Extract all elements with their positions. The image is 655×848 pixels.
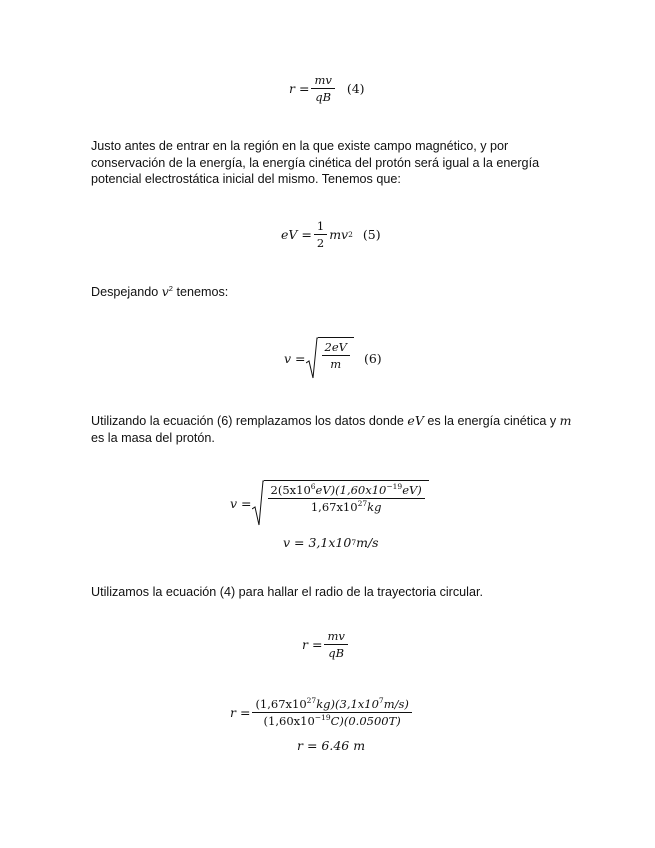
eq-vsub-num-a-unit: eV)(1,60x10 [315,483,387,497]
eq-rsub-den-exp: −19 [314,713,331,723]
eq-rsub-lhs: r = [230,705,251,720]
paragraph-solving [91,284,581,301]
eq-vsub-sqrt [252,480,429,526]
p3-var2: m [559,413,572,428]
eq-vsub-denominator [308,499,385,514]
eq6-numerator: 2eV [322,340,350,356]
eq-vsub-sqrt-body [264,480,429,526]
eq4-numerator: mv [311,73,334,89]
p3-b: es la energía cinética y [423,414,560,428]
equation-velocity-result: v = 3,1x10 7 m/s [283,535,379,550]
paragraph-energy-conservation: Justo antes de entrar en la región en la que existe campo magnético, y por conservación de la energía, la energía cinética del protón será igual a la energía potencial electrostática inicial del mismo. Tenemos que: [91,139,540,186]
eq-vsub-den-a: 1,67x10 [310,500,358,514]
equation-radius-result [297,738,365,753]
eq6-sqrt [306,337,354,379]
eq-vsub-den-unit: kg [367,500,382,514]
eq4-lhs: r = [289,81,310,96]
eq6-sqrt-body [318,337,354,379]
eq5-denominator: 2 [316,236,325,250]
p3-c: es la masa del protón. [91,430,215,445]
eq5-numerator: 1 [314,219,327,235]
eq-rsub-fraction [252,697,411,728]
eq6-denominator: m [330,357,342,371]
equation-radius-formula [302,629,350,660]
eq-vsub-fraction [268,483,425,526]
eq5-rest: mv [329,227,349,242]
eq-r-denominator: qB [328,646,345,660]
eq6-fraction [322,340,350,379]
equation-radius-substitution [230,697,414,728]
eq-rsub-den-a: (1,60x10 [263,714,315,728]
p3-a: Utilizando la ecuación (6) remplazamos los datos donde [91,414,408,428]
eq-rsub-denominator [261,713,404,728]
eq-rsub-num-a-unit: kg)(3,1x10 [316,697,379,711]
equation-velocity-substitution [230,480,429,526]
eq-vsub-den-exp: 27 [357,499,368,509]
eq4-tag: (4) [346,81,365,96]
eq-rsub-num-a: (1,67x10 [255,697,307,711]
eq-vsub-lhs: v = [230,495,252,511]
equation-5: eV = $\frac{1}{2}$ mv 2 (5) [281,219,381,250]
eq-vres-lhs: v = 3,1x10 [283,535,352,550]
eq-vsub-num-a: 2(5x10 [270,483,311,497]
eq-rsub-num-b-unit: m/s) [383,697,409,711]
p2-var: v [161,284,169,299]
eq5-tag: (5) [362,227,381,242]
eq5-fraction [314,219,327,250]
eq-vsub-num-b-exp: −19 [386,482,403,492]
eq-rsub-num-b-exp: 7 [378,696,384,706]
paragraph-radius: Utilizamos la ecuación (4) para hallar el radio de la trayectoria circular. [91,585,483,599]
eq-rsub-num-a-exp: 27 [306,696,317,706]
eq-r-numerator: mv [324,629,347,645]
eq-rres-text: r = 6.46 m [297,738,366,753]
p2-exp: 2 [168,283,173,293]
eq-r-fraction [324,629,347,660]
eq5-lhs: eV = [281,227,312,242]
eq-vsub-numerator [268,483,425,499]
eq-rsub-den-unit: C)(0.0500T) [330,714,401,728]
eq4-denominator: qB [315,90,332,104]
p3-var1: eV [407,413,424,428]
eq-vres-unit: m/s [356,535,379,550]
eq-rsub-numerator [252,697,411,713]
equation-4 [289,73,365,104]
eq-r-lhs: r = [302,637,323,652]
eq-vsub-num-b-unit: eV) [402,483,422,497]
paragraph-substitution [91,413,581,446]
eq-vsub-num-a-exp: 6 [310,482,316,492]
radical-sign-icon [306,337,318,379]
equation-6 [284,337,382,379]
p2-after: tenemos: [172,285,229,299]
eq6-tag: (6) [363,350,382,366]
eq6-lhs: v = [284,350,306,366]
p2-before: Despejando [91,285,162,299]
eq4-fraction [311,73,334,104]
radical-sign-icon [252,480,264,526]
